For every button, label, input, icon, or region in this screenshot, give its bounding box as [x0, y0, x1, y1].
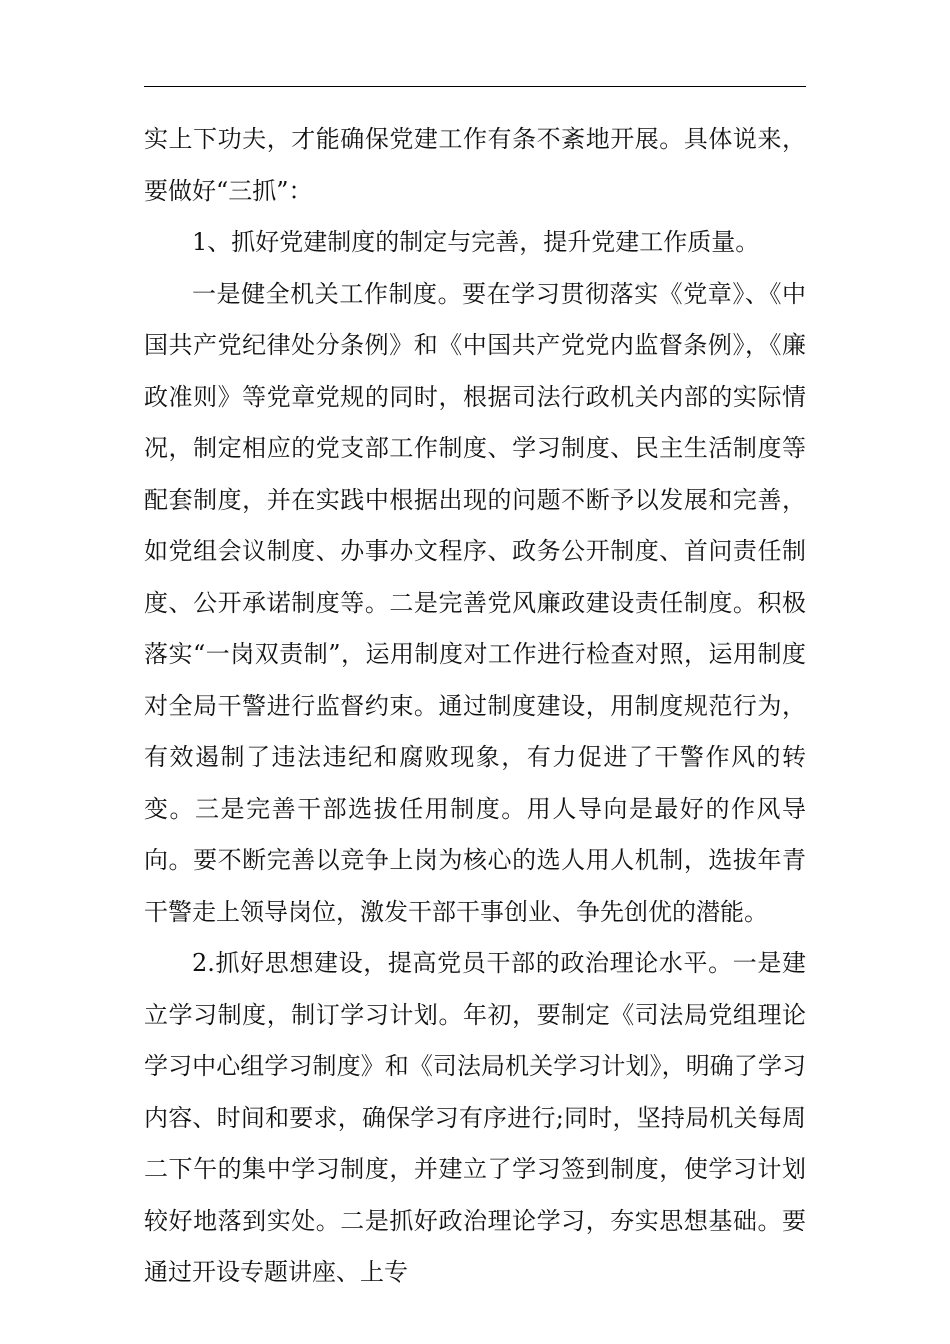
paragraph-heading-2: 2.抓好思想建设，提高党员干部的政治理论水平。一是建立学习制度，制订学习计划。年初，要制定《司法局党组理论学习中心组学习制度》和《司法局机关学习计划》，明确了学习内容、时间和要求，确保学习有序进行;同时，坚持局机关每周二下午的集中学习制度，并建立了学习签到制度，使学习计划较好地落到实处。二是抓好政治理论学习，夯实思想基础。要通过开设专题讲座、上专: [144, 949, 806, 1286]
paragraph-heading-1: 1、抓好党建制度的制定与完善，提升党建工作质量。: [192, 228, 760, 256]
header-rule: [144, 86, 806, 87]
paragraph-continuation: 实上下功夫，才能确保党建工作有条不紊地开展。具体说来，要做好“三抓”：: [144, 125, 806, 205]
paragraph-body-1: 一是健全机关工作制度。要在学习贯彻落实《党章》、《中国共产党纪律处分条例》和《中国共产党党内监督条例》，《廉政准则》等党章党规的同时，根据司法行政机关内部的实际情况，制定相应的党支部工作制度、学习制度、民主生活制度等配套制度，并在实践中根据出现的问题不断予以发展和完善，如党组会议制度、办事办文程序、政务公开制度、首问责任制度、公开承诺制度等。二是完善党风廉政建设责任制度。积极落实“一岗双责制”，运用制度对工作进行检查对照，运用制度对全局干警进行监督约束。通过制度建设，用制度规范行为，有效遏制了违法违纪和腐败现象，有力促进了干警作风的转变。三是完善干部选拔任用制度。用人导向是最好的作风导向。要不断完善以竞争上岗为核心的选人用人机制，选拔年青干警走上领导岗位，激发干部干事创业、争先创优的潜能。: [144, 279, 806, 926]
document-body: [144, 114, 806, 1299]
